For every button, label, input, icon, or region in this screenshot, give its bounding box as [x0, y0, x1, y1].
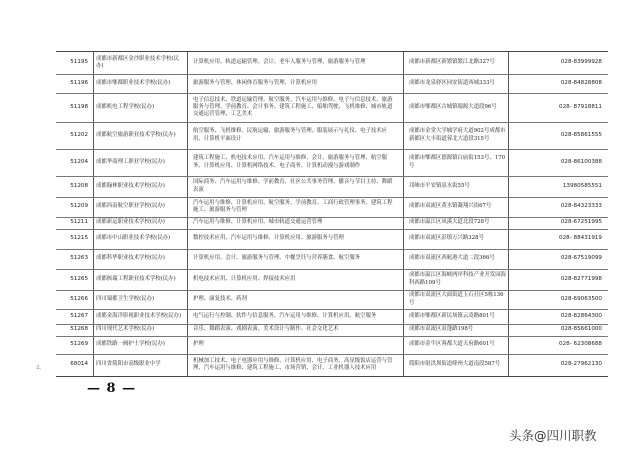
- school-code: 51196: [70, 79, 88, 86]
- school-phone: 028- 87918811: [559, 103, 602, 110]
- table-row: [56, 290, 608, 310]
- table-row: [56, 149, 608, 177]
- school-name: 四川蜀都卫生学校(民办): [96, 295, 155, 302]
- school-code: 51198: [70, 103, 88, 110]
- school-name: 成都科华职业技术学校(民办): [96, 255, 165, 262]
- school-code: 51211: [70, 219, 88, 226]
- school-address: 成都市双流区黄水镇凝翔兴街67号: [409, 203, 492, 210]
- table-row: [56, 229, 608, 250]
- school-name: 成都西南航空职业学校(民办): [96, 203, 165, 210]
- school-majors: 机械加工技术、电子电器应用与维修、计算机应用、电子商务、高星级饭店运营与管理、汽车运用与维修、建筑工程施工、市场营销、会计、工业机器人技术应用: [193, 357, 393, 371]
- school-name: 成都市新都区金沙职业技术学校(民办): [96, 55, 179, 69]
- school-address: 简阳市射洪坝街道绛州大道南段587号: [409, 361, 501, 368]
- table-row: [56, 197, 608, 218]
- school-code: 51202: [70, 131, 88, 138]
- school-address: 成都市温江区凤溪大道北段728号: [409, 219, 490, 226]
- table-row: [56, 52, 608, 75]
- school-phone: 028-85661000: [560, 326, 602, 333]
- school-majors: 音乐、舞蹈表演、戏剧表演、美术设计与制作、社会文化艺术: [193, 326, 339, 333]
- school-address: 成都市郫都区德源镇白庙街153号、170号: [409, 155, 506, 169]
- table-row: [56, 176, 608, 198]
- school-phone: 028-67519099: [560, 255, 602, 262]
- school-address: 成都市金牛区蓉都大道天府路601号: [409, 341, 495, 348]
- school-phone: 028-84323333: [560, 203, 602, 210]
- school-majors: 计算机应用、会计、旅游服务与管理、中餐烹饪与营养膳食、航空服务: [193, 255, 361, 262]
- school-phone: 028- 62308688: [559, 341, 602, 348]
- school-name: 成都航空旅游职业技术学校(民办): [96, 131, 176, 138]
- school-address: 邛崃市平安镇泉水街55号: [409, 182, 470, 189]
- school-code: 51266: [70, 295, 88, 302]
- school-name: 成都新运职业技术学校(民办): [96, 219, 165, 226]
- school-name: 成都华商理工职业学校(民办): [96, 158, 165, 165]
- school-name: 四川现代艺术学校(民办): [96, 326, 155, 333]
- school-address: 成都市龙泉驿区同安街道西城333号: [409, 79, 495, 86]
- school-address: 成都市温江区海峡两岸科技产业开发园海科西路109号: [409, 272, 507, 286]
- table-row: [56, 249, 608, 270]
- school-code: 51265: [70, 275, 88, 282]
- school-name: 成都机电工程学校(民办): [96, 103, 155, 110]
- school-code: 51267: [70, 312, 88, 319]
- margin-mark: 么: [36, 365, 42, 371]
- school-majors: 旅游服务与管理、休闲体育服务与管理、计算机应用: [193, 79, 317, 86]
- school-code: 51215: [70, 235, 88, 242]
- table-row: [56, 122, 608, 150]
- school-phone: 028- 88431919: [559, 235, 602, 242]
- school-code: 51268: [70, 326, 88, 333]
- school-majors: 护理: [193, 341, 204, 348]
- table-row: [56, 354, 608, 376]
- school-code: 51263: [70, 255, 88, 262]
- school-majors: 机电技术应用、计算机应用、焊接技术应用: [193, 275, 296, 282]
- table-row: [56, 269, 608, 291]
- school-address: 成都市双流区双蓬路198号: [409, 326, 474, 333]
- school-address: 成都市双流区彭镇万兴路328号: [409, 235, 484, 242]
- school-phone: 13980585551: [562, 182, 602, 189]
- school-phone: 028-69063500: [560, 295, 602, 302]
- school-majors: 计算机应用、轨道运输管理、会计、老年人服务与管理、旅游服务与管理: [193, 59, 366, 66]
- school-phone: 028-67251995: [560, 219, 602, 226]
- school-phone: 028-85861555: [560, 131, 602, 138]
- school-majors: 国际商务、汽车运用与维修、学前教育、社区公共事务管理、播音与节目主持、舞蹈表演: [193, 179, 393, 193]
- table-row: [56, 93, 608, 123]
- table-row: [56, 336, 608, 355]
- school-majors: 建筑工程施工、机电技术应用、汽车运用与维修、会计、旅游服务与管理、航空服务、计算机应用、计算机网络技术、电子商务、计算机动漫与游戏制作: [193, 155, 388, 169]
- school-table: [56, 51, 608, 377]
- school-phone: 028-82771998: [560, 275, 602, 282]
- school-address: 成都市新都区新繁镇繁江北路327号: [409, 59, 495, 66]
- school-code: 51209: [70, 203, 88, 210]
- school-majors: 数控技术应用、汽车运用与维修、计算机应用、旅游服务与管理: [193, 235, 344, 242]
- school-code: 51204: [70, 158, 88, 165]
- school-name: 成都金海洋影视职业技术学校(民办): [96, 312, 182, 319]
- school-phone: 028-83999928: [560, 59, 602, 66]
- school-majors: 航空服务、飞机维修、民航运输、旅游服务与管理、服装展示与礼仪、电子技术应用、计算机平面设计: [193, 128, 388, 142]
- school-name: 成都市中山职业技术学校(民办): [96, 235, 171, 242]
- watermark-text: 头条@四川职教: [509, 428, 597, 443]
- school-majors: 汽车运用与维修、计算机应用、城市轨道交通运营管理: [193, 219, 323, 226]
- school-address: 成都市金堂大学城学府大道902号成都市新都区大丰街道蓉北大道段315号: [409, 128, 506, 142]
- school-phone: 028-86100388: [560, 158, 602, 165]
- school-address: 成都市郫都区新民场镇云凌路801号: [409, 312, 495, 319]
- school-code: 51208: [70, 182, 88, 189]
- school-phone: 028-82864300: [560, 312, 602, 319]
- school-majors: 汽车运用与维修、计算机应用、航空服务、学前教育、工商行政管理事务、建筑工程施工、旅游服务与管理: [193, 199, 393, 213]
- school-majors: 电气运行与控制、软件与信息服务、汽车运用与维修、计算机应用、航空服务: [193, 312, 377, 319]
- school-name: 成都市郫都职业技术学校(民办): [96, 79, 171, 86]
- school-address: 成都市双流区西航港大道二段366号: [409, 255, 495, 262]
- school-majors: 护理、康复技术、药剂: [193, 295, 247, 302]
- school-majors: 电子信息技术、铁道运输管理、航空服务、汽车运用与维修、电子与信息技术、旅游服务与管理、学前教育、会计事务、建筑工程施工、船舶驾驶、飞机维修、城市轨道交通运营管理、工艺美术: [193, 96, 393, 118]
- school-code: 68014: [70, 361, 88, 368]
- school-code: 51269: [70, 341, 88, 348]
- school-address: 成都市郫都区古城镇蜀源大道段96号: [409, 103, 497, 110]
- table-row: [56, 309, 608, 325]
- school-phone: 028-84828808: [560, 79, 602, 86]
- school-address: 成都市双流区大面街道玉石社区5栋136号: [409, 292, 504, 306]
- school-name: 成都核瑞工程职业技术学校(民办): [96, 275, 176, 282]
- school-phone: 028-27962130: [560, 361, 602, 368]
- school-code: 51195: [70, 59, 88, 66]
- table-row: [56, 74, 608, 94]
- school-name: 成都铁路一阀护士学校(民办): [96, 341, 165, 348]
- school-name: 成都翰林职业技术学校(民办): [96, 182, 165, 189]
- school-name: 四川省简阳市高级职业中学: [96, 361, 161, 368]
- page-number: — 8 —: [87, 381, 137, 396]
